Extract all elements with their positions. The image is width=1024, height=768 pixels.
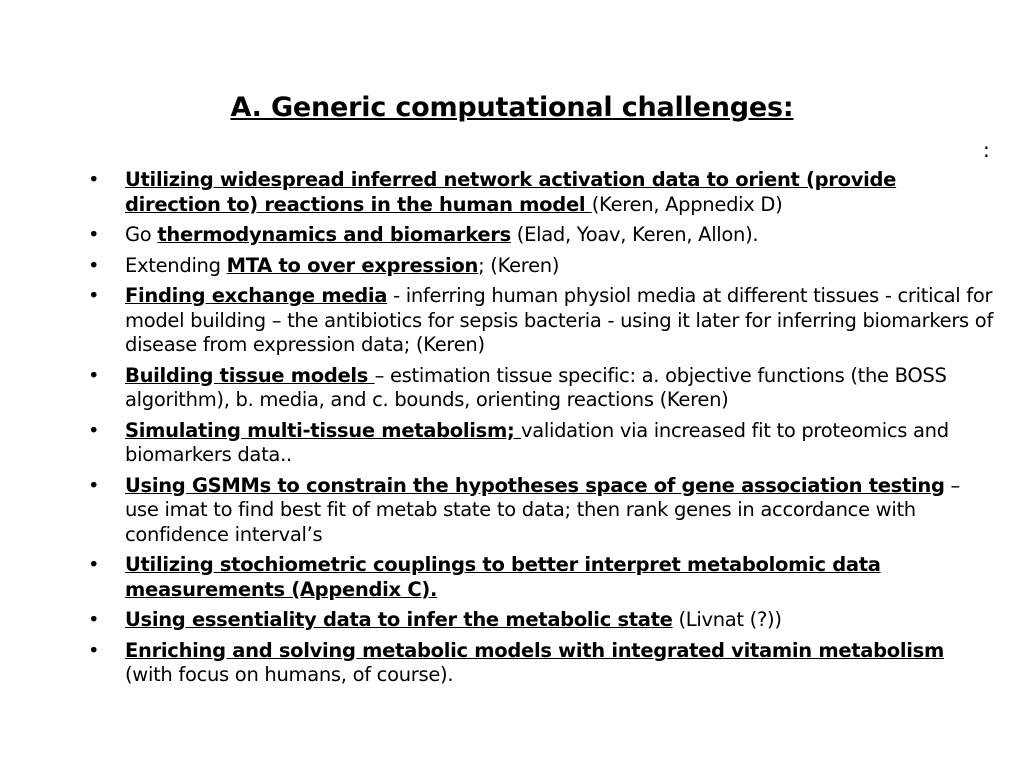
item-emphasis: Using essentiality data to infer the metabolic state (125, 608, 673, 631)
list-item (88, 254, 993, 279)
list-item (88, 419, 993, 468)
item-emphasis: MTA to over expression (226, 253, 479, 277)
item-pre: Go (125, 223, 158, 246)
bullet-icon: • (88, 223, 100, 246)
item-emphasis: Simulating multi-tissue metabolism; (125, 418, 521, 442)
item-post: – use imat to find best fit of metab state to data; then rank genes in accordance with confidence interval’s (125, 473, 960, 546)
item-post: (Elad, Yoav, Keren, Allon). (510, 223, 759, 246)
item-post: - inferring human physiol media at different tissues - critical for model building – the antibiotics for sepsis bacteria - using it later for inferring biomarkers of disease from expression data; (Keren) (125, 284, 994, 356)
bullet-icon: • (88, 473, 100, 497)
item-emphasis: Enriching and solving metabolic models with integrated vitamin metabolism (125, 638, 944, 662)
slide-title: A. Generic computational challenges: (230, 92, 794, 123)
item-emphasis: thermodynamics and biomarkers (157, 223, 511, 246)
item-emphasis: Building tissue models (125, 363, 375, 387)
bullet-list (88, 168, 993, 694)
list-item (88, 639, 993, 688)
bullet-icon: • (88, 638, 100, 662)
bullet-icon: • (88, 168, 100, 191)
list-item (88, 168, 993, 217)
item-emphasis: Finding exchange media (125, 284, 388, 307)
item-post: validation via increased fit to proteomics and biomarkers data.. (125, 418, 949, 466)
item-post: (with focus on humans, of course). (125, 663, 454, 686)
item-pre: Extending (125, 253, 227, 277)
bullet-icon: • (88, 553, 100, 576)
bullet-icon: • (88, 418, 100, 442)
list-item (88, 284, 993, 358)
bullet-icon: • (88, 253, 100, 277)
item-post: – estimation tissue specific: a. objective functions (the BOSS algorithm), b. media, and c. bounds, orienting reactions (Keren) (125, 363, 947, 411)
item-emphasis: Utilizing stochiometric couplings to better interpret metabolomic data measurements (Appendix C). (125, 553, 881, 601)
item-post: ; (Keren) (478, 253, 560, 277)
item-emphasis: Utilizing widespread inferred network activation data to orient (provide direction to) reactions in the human model (125, 168, 897, 216)
bullet-icon: • (88, 608, 100, 631)
list-item (88, 474, 993, 548)
item-post: (Keren, Appnedix D) (591, 192, 783, 216)
list-item (88, 223, 993, 248)
list-item (88, 553, 993, 602)
list-item (88, 608, 993, 633)
bullet-icon: • (88, 363, 100, 387)
stray-colon: : (983, 138, 990, 162)
item-post: (Livnat (?)) (672, 608, 782, 631)
item-emphasis: Using GSMMs to constrain the hypotheses space of gene association testing (125, 473, 945, 497)
bullet-icon: • (88, 284, 100, 307)
list-item (88, 364, 993, 413)
